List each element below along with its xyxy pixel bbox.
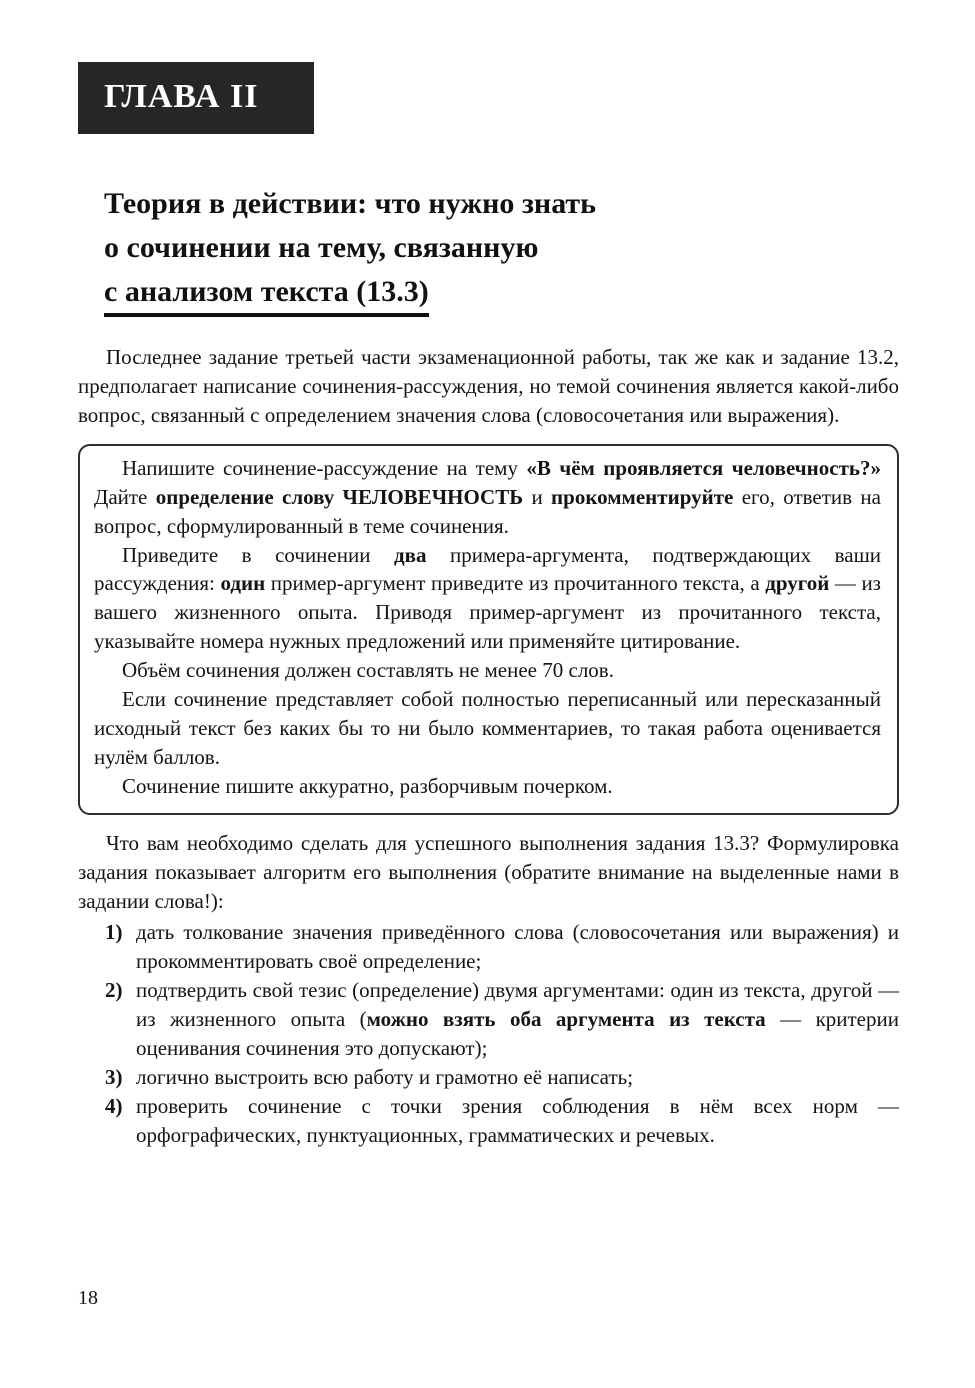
section-title-line-3: с анализом текста (13.3) <box>104 273 429 317</box>
list-text: подтвердить свой тезис (определение) двумя аргументами: один из текста, другой — из жизненного опыта (можно взять оба аргумента из текста — критерии оценивания сочинения это допускают); <box>136 978 899 1060</box>
section-title-line-1: Теория в действии: что нужно знать <box>104 187 597 220</box>
list-item <box>105 1063 899 1092</box>
task-paragraph-3: Объём сочинения должен составлять не менее 70 слов. <box>122 658 614 683</box>
list-number: 2) <box>105 978 123 1003</box>
after-box-paragraph: Что вам необходимо сделать для успешного выполнения задания 13.3? Формулировка задания показывает алгоритм его выполнения (обратите внимание на выделенные нами в задании слова!): <box>78 831 899 914</box>
algorithm-list <box>78 918 899 1150</box>
list-text: проверить сочинение с точки зрения соблюдения в нём всех норм — орфографических, пунктуационных, грамматических и речевых. <box>136 1093 899 1147</box>
task-paragraph-5: Сочинение пишите аккуратно, разборчивым почерком. <box>122 774 613 799</box>
intro-paragraph: Последнее задание третьей части экзаменационной работы, так же как и задание 13.2, предполагает написание сочинения-рассуждения, но темой сочинения является какой-либо вопрос, связанный с определением значения слова (словосочетания или выражения). <box>78 344 899 427</box>
list-number: 4) <box>105 1093 123 1118</box>
list-text: логично выстроить всю работу и грамотно её написать; <box>136 1064 634 1089</box>
task-box <box>78 444 899 816</box>
task-paragraph-4: Если сочинение представляет собой полностью переписанный или пересказанный исходный текст без каких бы то ни было комментариев, то такая работа оценивается нулём баллов. <box>94 687 881 770</box>
chapter-label: ГЛАВА II <box>104 78 259 115</box>
list-item <box>105 918 899 976</box>
page-number: 18 <box>78 1287 98 1309</box>
list-item <box>105 976 899 1063</box>
section-title <box>104 182 899 317</box>
task-paragraph-1: Напишите сочинение-рассуждение на тему «В чём проявляется человечность?» Дайте определение слову ЧЕЛОВЕЧНОСТЬ и прокомментируйте его, ответив на вопрос, сформулированный в теме сочинения. <box>94 455 881 538</box>
list-number: 1) <box>105 920 123 945</box>
section-title-line-2: о сочинении на тему, связанную <box>104 231 539 265</box>
task-paragraph-2: Приведите в сочинении два примера-аргумента, подтверждающих ваши рассуждения: один пример-аргумент приведите из прочитанного текста, а другой — из вашего жизненного опыта. Приводя пример-аргумент из прочитанного текста, указывайте номера нужных предложений или применяйте цитирование. <box>94 542 881 654</box>
list-text: дать толкование значения приведённого слова (словосочетания или выражения) и прокомментировать своё определение; <box>136 920 899 974</box>
list-item <box>105 1092 899 1150</box>
list-number: 3) <box>105 1064 123 1089</box>
chapter-badge <box>78 62 314 134</box>
